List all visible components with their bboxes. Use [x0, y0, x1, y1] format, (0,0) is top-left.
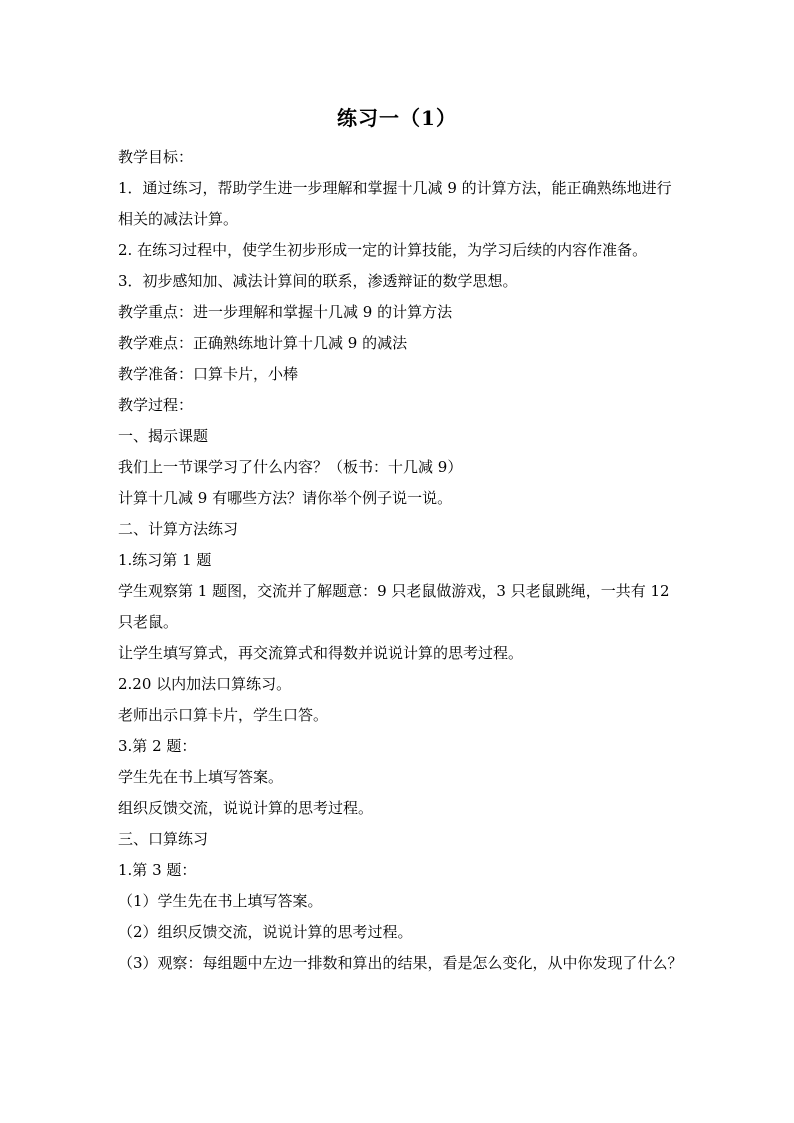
- paragraph: （1）学生先在书上填写答案。: [118, 892, 323, 910]
- part-heading-1: 一、揭示课题: [118, 427, 209, 445]
- section-heading-objectives: 教学目标：: [118, 148, 194, 166]
- teaching-difficulty: 教学难点：正确熟练地计算十几减 9 的减法: [118, 334, 408, 352]
- teaching-key-point: 教学重点：进一步理解和掌握十几减 9 的计算方法: [118, 303, 453, 321]
- paragraph: 老师出示口算卡片，学生口答。: [118, 706, 329, 724]
- objective-item-1: 1．通过练习，帮助学生进一步理解和掌握十几减 9 的计算方法，能正确熟练地进行相关的减法计算。: [118, 179, 672, 228]
- exercise-heading: 2.20 以内加法口算练习。: [118, 675, 292, 693]
- teaching-preparation: 教学准备：口算卡片，小棒: [118, 365, 299, 383]
- paragraph: 组织反馈交流，说说计算的思考过程。: [118, 799, 374, 817]
- paragraph: （3）观察：每组题中左边一排数和算出的结果，看是怎么变化，从中你发现了什么？: [118, 954, 683, 972]
- section-heading-process: 教学过程：: [118, 396, 194, 414]
- exercise-heading: 1.第 3 题：: [118, 861, 197, 879]
- document-body: [118, 142, 684, 979]
- paragraph: 学生先在书上填写答案。: [118, 768, 284, 786]
- part-heading-3: 三、口算练习: [118, 830, 209, 848]
- paragraph: 学生观察第 1 题图，交流并了解题意：9 只老鼠做游戏，3 只老鼠跳绳，一共有 12 只老鼠。: [118, 582, 670, 631]
- part-heading-2: 二、计算方法练习: [118, 520, 239, 538]
- document-title: 练习一（1）: [337, 106, 457, 130]
- exercise-heading: 1.练习第 1 题: [118, 551, 212, 569]
- paragraph: 我们上一节课学习了什么内容？（板书：十几减 9）: [118, 458, 463, 476]
- objective-item-2: 2. 在练习过程中，使学生初步形成一定的计算技能，为学习后续的内容作准备。: [118, 241, 648, 259]
- paragraph: （2）组织反馈交流，说说计算的思考过程。: [118, 923, 413, 941]
- objective-item-3: 3．初步感知加、减法计算间的联系，渗透辩证的数学思想。: [118, 272, 518, 290]
- paragraph: 让学生填写算式，再交流算式和得数并说说计算的思考过程。: [118, 644, 524, 662]
- exercise-heading: 3.第 2 题：: [118, 737, 197, 755]
- paragraph: 计算十几减 9 有哪些方法？请你举个例子说一说。: [118, 489, 453, 507]
